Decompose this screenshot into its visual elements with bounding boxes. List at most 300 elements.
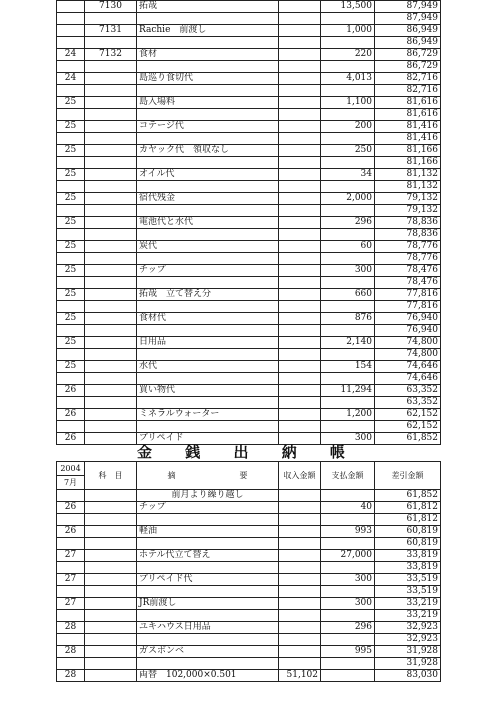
payment-cell: 300	[321, 433, 375, 445]
balance-repeat-cell: 82,716	[375, 85, 441, 97]
empty-cell	[137, 253, 279, 265]
table-row	[57, 73, 441, 85]
empty-cell	[321, 658, 375, 670]
empty-cell	[85, 157, 137, 169]
balance-cell: 86,949	[375, 25, 441, 37]
balance-carry-row	[57, 325, 441, 337]
payment-cell: 40	[321, 502, 375, 514]
header-year: 2004	[57, 462, 85, 476]
empty-cell	[279, 538, 321, 550]
empty-cell	[279, 421, 321, 433]
ledger-table-top	[56, 0, 441, 445]
empty-cell	[321, 301, 375, 313]
table-row	[57, 550, 441, 562]
empty-cell	[137, 133, 279, 145]
voucher-cell	[85, 289, 137, 301]
balance-carry-row	[57, 634, 441, 646]
empty-cell	[279, 181, 321, 193]
empty-cell	[321, 634, 375, 646]
voucher-cell	[85, 73, 137, 85]
balance-repeat-cell: 61,812	[375, 514, 441, 526]
day-cell: 25	[57, 361, 85, 373]
day-cell: 26	[57, 526, 85, 538]
empty-cell	[321, 181, 375, 193]
day-cell	[57, 25, 85, 37]
balance-repeat-cell: 81,166	[375, 157, 441, 169]
income-cell	[279, 145, 321, 157]
balance-repeat-cell: 81,132	[375, 181, 441, 193]
voucher-cell	[85, 193, 137, 205]
table-row	[57, 574, 441, 586]
empty-cell	[137, 109, 279, 121]
empty-cell	[321, 13, 375, 25]
balance-repeat-cell: 31,928	[375, 658, 441, 670]
balance-cell: 81,166	[375, 145, 441, 157]
header-month: 7月	[57, 476, 85, 490]
balance-carry-row	[57, 181, 441, 193]
payment-cell	[321, 670, 375, 682]
balance-repeat-cell: 78,776	[375, 253, 441, 265]
empty-cell	[137, 610, 279, 622]
empty-cell	[321, 133, 375, 145]
balance-carry-row	[57, 157, 441, 169]
empty-cell	[57, 658, 85, 670]
empty-cell	[57, 562, 85, 574]
empty-cell	[85, 61, 137, 73]
table-row	[57, 1, 441, 13]
empty-cell	[85, 349, 137, 361]
empty-cell	[321, 109, 375, 121]
empty-cell	[85, 538, 137, 550]
balance-cell: 74,646	[375, 361, 441, 373]
empty-cell	[85, 181, 137, 193]
balance-carry-row	[57, 421, 441, 433]
payment-cell: 300	[321, 574, 375, 586]
voucher-cell	[85, 598, 137, 610]
description-cell: チップ	[137, 502, 279, 514]
day-cell: 28	[57, 646, 85, 658]
description-cell: ガスボンベ	[137, 646, 279, 658]
empty-cell	[85, 37, 137, 49]
voucher-cell	[85, 313, 137, 325]
empty-cell	[321, 421, 375, 433]
balance-carry-row	[57, 610, 441, 622]
day-cell: 27	[57, 598, 85, 610]
income-cell	[279, 526, 321, 538]
empty-cell	[279, 13, 321, 25]
empty-cell	[279, 349, 321, 361]
empty-cell	[137, 421, 279, 433]
empty-cell	[85, 373, 137, 385]
payment-cell: 660	[321, 289, 375, 301]
empty-cell	[85, 325, 137, 337]
voucher-cell	[85, 670, 137, 682]
balance-repeat-cell: 86,949	[375, 37, 441, 49]
empty-cell	[137, 538, 279, 550]
income-cell	[279, 265, 321, 277]
empty-cell	[85, 109, 137, 121]
day-cell: 25	[57, 121, 85, 133]
empty-cell	[279, 37, 321, 49]
day-cell: 25	[57, 313, 85, 325]
table-row	[57, 169, 441, 181]
empty-cell	[137, 277, 279, 289]
table-row	[57, 646, 441, 658]
empty-cell	[279, 109, 321, 121]
empty-cell	[279, 610, 321, 622]
empty-cell	[57, 277, 85, 289]
balance-repeat-cell: 74,646	[375, 373, 441, 385]
empty-cell	[321, 610, 375, 622]
empty-cell	[321, 397, 375, 409]
table-row	[57, 409, 441, 421]
empty-cell	[279, 277, 321, 289]
day-cell: 26	[57, 433, 85, 445]
empty-cell	[85, 253, 137, 265]
voucher-cell	[85, 646, 137, 658]
day-cell: 25	[57, 97, 85, 109]
carry-desc: 前月より繰り越し	[137, 490, 279, 502]
income-cell	[279, 1, 321, 13]
payment-cell: 995	[321, 646, 375, 658]
balance-repeat-cell: 87,949	[375, 13, 441, 25]
balance-carry-row	[57, 277, 441, 289]
empty-cell	[137, 373, 279, 385]
empty-cell	[57, 205, 85, 217]
payment-cell: 60	[321, 241, 375, 253]
empty-cell	[57, 13, 85, 25]
balance-repeat-cell: 32,923	[375, 634, 441, 646]
balance-repeat-cell: 63,352	[375, 397, 441, 409]
balance-cell: 82,716	[375, 73, 441, 85]
table-row	[57, 598, 441, 610]
empty-cell	[321, 562, 375, 574]
empty-cell	[137, 397, 279, 409]
income-cell	[279, 409, 321, 421]
balance-carry-row	[57, 538, 441, 550]
description-cell: 電池代と水代	[137, 217, 279, 229]
voucher-cell	[85, 241, 137, 253]
empty-cell	[321, 37, 375, 49]
balance-carry-row	[57, 349, 441, 361]
voucher-cell	[85, 97, 137, 109]
income-cell	[279, 241, 321, 253]
balance-cell: 86,729	[375, 49, 441, 61]
empty-cell	[279, 514, 321, 526]
balance-cell: 83,030	[375, 670, 441, 682]
day-cell: 28	[57, 670, 85, 682]
header-desc: 摘 要	[137, 462, 279, 490]
empty-cell	[321, 349, 375, 361]
voucher-cell	[85, 337, 137, 349]
empty-cell	[57, 301, 85, 313]
empty-cell	[137, 514, 279, 526]
empty-cell	[57, 538, 85, 550]
income-cell	[279, 502, 321, 514]
empty-cell	[85, 421, 137, 433]
balance-carry-row	[57, 514, 441, 526]
balance-cell: 77,816	[375, 289, 441, 301]
empty-cell	[57, 157, 85, 169]
day-cell	[57, 1, 85, 13]
empty-cell	[137, 157, 279, 169]
description-cell: ホテル代立て替え	[137, 550, 279, 562]
balance-carry-row	[57, 658, 441, 670]
balance-carry-row	[57, 37, 441, 49]
balance-cell: 61,812	[375, 502, 441, 514]
income-cell	[279, 169, 321, 181]
balance-repeat-cell: 77,816	[375, 301, 441, 313]
voucher-cell: 7131	[85, 25, 137, 37]
carry-row	[57, 490, 441, 502]
empty-cell	[137, 61, 279, 73]
empty-cell	[321, 157, 375, 169]
header-row	[57, 462, 441, 476]
payment-cell: 2,140	[321, 337, 375, 349]
day-cell: 25	[57, 289, 85, 301]
empty-cell	[85, 13, 137, 25]
balance-carry-row	[57, 586, 441, 598]
income-cell	[279, 313, 321, 325]
balance-cell: 33,219	[375, 598, 441, 610]
description-cell: 宿代残金	[137, 193, 279, 205]
balance-carry-row	[57, 373, 441, 385]
table-row	[57, 49, 441, 61]
balance-cell: 62,152	[375, 409, 441, 421]
description-cell: 水代	[137, 361, 279, 373]
empty-cell	[57, 373, 85, 385]
table-row	[57, 145, 441, 157]
payment-cell: 2,000	[321, 193, 375, 205]
day-cell: 25	[57, 145, 85, 157]
empty-cell	[57, 253, 85, 265]
empty-cell	[137, 562, 279, 574]
income-cell	[279, 25, 321, 37]
table-row	[57, 361, 441, 373]
header-income: 収入金額	[279, 462, 321, 490]
empty-cell	[57, 37, 85, 49]
empty-cell	[279, 397, 321, 409]
empty-cell	[279, 301, 321, 313]
empty-cell	[85, 277, 137, 289]
empty-cell	[137, 586, 279, 598]
payment-cell: 13,500	[321, 1, 375, 13]
description-cell: 拓哉 立て替え分	[137, 289, 279, 301]
payment-cell: 11,294	[321, 385, 375, 397]
carry-balance: 61,852	[375, 490, 441, 502]
balance-carry-row	[57, 61, 441, 73]
balance-carry-row	[57, 133, 441, 145]
income-cell	[279, 622, 321, 634]
empty-cell	[85, 85, 137, 97]
empty-cell	[57, 586, 85, 598]
description-cell: プリペイド代	[137, 574, 279, 586]
ledger-sheet-top	[56, 0, 440, 445]
table-row	[57, 526, 441, 538]
balance-cell: 87,949	[375, 1, 441, 13]
description-cell: 日用品	[137, 337, 279, 349]
empty-cell	[321, 325, 375, 337]
income-cell	[279, 97, 321, 109]
table-row	[57, 121, 441, 133]
payment-cell: 4,013	[321, 73, 375, 85]
payment-cell: 296	[321, 622, 375, 634]
empty-cell	[137, 634, 279, 646]
payment-cell: 27,000	[321, 550, 375, 562]
balance-repeat-cell: 81,416	[375, 133, 441, 145]
description-cell: オイル代	[137, 169, 279, 181]
description-cell: カヤック代 領収なし	[137, 145, 279, 157]
empty-cell	[279, 133, 321, 145]
balance-cell: 79,132	[375, 193, 441, 205]
payment-cell: 1,100	[321, 97, 375, 109]
empty-cell	[321, 85, 375, 97]
income-cell	[279, 289, 321, 301]
empty-cell	[137, 349, 279, 361]
balance-carry-row	[57, 253, 441, 265]
balance-repeat-cell: 60,819	[375, 538, 441, 550]
empty-cell	[57, 229, 85, 241]
empty-cell	[137, 85, 279, 97]
description-cell: 食材	[137, 49, 279, 61]
payment-cell: 1,200	[321, 409, 375, 421]
day-cell: 25	[57, 169, 85, 181]
empty-cell	[279, 253, 321, 265]
table-row	[57, 217, 441, 229]
empty-cell	[85, 301, 137, 313]
balance-cell: 81,416	[375, 121, 441, 133]
income-cell	[279, 49, 321, 61]
voucher-cell	[85, 169, 137, 181]
payment-cell: 34	[321, 169, 375, 181]
description-cell: コテージ代	[137, 121, 279, 133]
empty-cell	[85, 133, 137, 145]
empty-cell	[321, 61, 375, 73]
empty-cell	[279, 562, 321, 574]
empty-cell	[279, 85, 321, 97]
empty-cell	[137, 13, 279, 25]
balance-carry-row	[57, 13, 441, 25]
balance-cell: 31,928	[375, 646, 441, 658]
description-cell: 炭代	[137, 241, 279, 253]
empty-cell	[57, 85, 85, 97]
empty-cell	[321, 373, 375, 385]
empty-cell	[321, 253, 375, 265]
payment-cell: 876	[321, 313, 375, 325]
voucher-cell	[85, 550, 137, 562]
income-cell: 51,102	[279, 670, 321, 682]
empty-cell	[85, 514, 137, 526]
balance-repeat-cell: 79,132	[375, 205, 441, 217]
empty-cell	[279, 61, 321, 73]
empty-cell	[279, 586, 321, 598]
empty-cell	[57, 610, 85, 622]
balance-repeat-cell: 81,616	[375, 109, 441, 121]
voucher-cell	[85, 145, 137, 157]
balance-repeat-cell: 78,836	[375, 229, 441, 241]
voucher-cell: 7132	[85, 49, 137, 61]
description-cell: JR前渡し	[137, 598, 279, 610]
income-cell	[279, 193, 321, 205]
day-cell: 25	[57, 217, 85, 229]
empty-cell	[321, 538, 375, 550]
voucher-cell	[85, 409, 137, 421]
income-cell	[279, 550, 321, 562]
ledger-table-bottom	[56, 461, 441, 682]
balance-cell: 63,352	[375, 385, 441, 397]
day-cell: 25	[57, 241, 85, 253]
balance-cell: 32,923	[375, 622, 441, 634]
income-cell	[279, 337, 321, 349]
description-cell: 食材代	[137, 313, 279, 325]
day-cell: 26	[57, 385, 85, 397]
empty-cell	[279, 373, 321, 385]
balance-carry-row	[57, 85, 441, 97]
balance-repeat-cell: 76,940	[375, 325, 441, 337]
balance-cell: 74,800	[375, 337, 441, 349]
table-row	[57, 670, 441, 682]
table-row	[57, 289, 441, 301]
day-cell: 24	[57, 73, 85, 85]
empty-cell	[85, 634, 137, 646]
empty-cell	[321, 586, 375, 598]
description-cell: 両替 102,000×0.501	[137, 670, 279, 682]
empty-cell	[279, 325, 321, 337]
income-cell	[279, 574, 321, 586]
description-cell: 買い物代	[137, 385, 279, 397]
balance-cell: 81,132	[375, 169, 441, 181]
day-cell: 27	[57, 574, 85, 586]
payment-cell: 200	[321, 121, 375, 133]
empty-cell	[137, 181, 279, 193]
empty-cell	[85, 586, 137, 598]
empty-cell	[85, 205, 137, 217]
voucher-cell	[85, 574, 137, 586]
balance-repeat-cell: 78,476	[375, 277, 441, 289]
empty-cell	[279, 157, 321, 169]
balance-repeat-cell: 33,219	[375, 610, 441, 622]
empty-cell	[85, 610, 137, 622]
balance-cell: 33,819	[375, 550, 441, 562]
payment-cell: 1,000	[321, 25, 375, 37]
empty-cell	[279, 658, 321, 670]
balance-repeat-cell: 62,152	[375, 421, 441, 433]
balance-cell: 78,836	[375, 217, 441, 229]
description-cell: Rachie 前渡し	[137, 25, 279, 37]
day-cell: 26	[57, 409, 85, 421]
balance-cell: 33,519	[375, 574, 441, 586]
table-row	[57, 265, 441, 277]
balance-carry-row	[57, 205, 441, 217]
description-cell: チップ	[137, 265, 279, 277]
empty-cell	[321, 514, 375, 526]
voucher-cell	[85, 265, 137, 277]
empty-cell	[57, 133, 85, 145]
balance-cell: 76,940	[375, 313, 441, 325]
empty-cell	[85, 562, 137, 574]
empty-cell	[57, 61, 85, 73]
header-account: 科 目	[85, 462, 137, 490]
income-cell	[279, 385, 321, 397]
description-cell: プリペイド	[137, 433, 279, 445]
table-row	[57, 25, 441, 37]
voucher-cell	[85, 526, 137, 538]
empty-cell	[85, 658, 137, 670]
day-cell: 25	[57, 337, 85, 349]
income-cell	[279, 73, 321, 85]
voucher-cell	[85, 502, 137, 514]
table-row	[57, 313, 441, 325]
